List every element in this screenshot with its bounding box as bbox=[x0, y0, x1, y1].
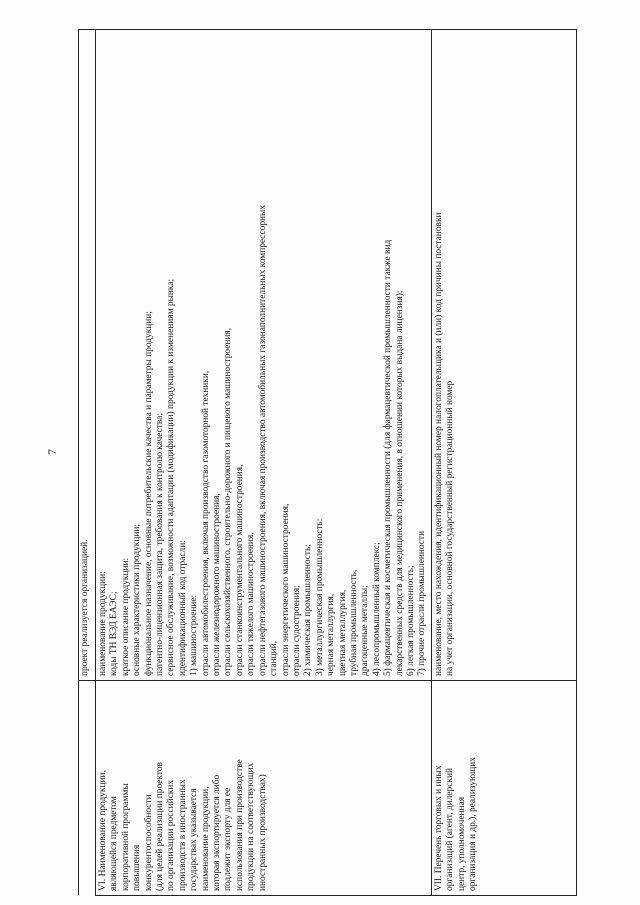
section-vi-content-line: драгоценные металлы; bbox=[360, 585, 371, 676]
section-vii-label-cell bbox=[431, 681, 576, 896]
section-vi-label-line: наименование продукции, bbox=[200, 786, 211, 891]
section-vi-content-line: 5) фармацевтическая и косметическая промышленности (для фармацевтической промышленности также вид bbox=[383, 239, 394, 676]
section-vi-content-line: коды ТН ВЭД ЕАЭС; bbox=[109, 591, 120, 676]
section-vi-content-line: основные характеристики продукции; bbox=[132, 524, 143, 676]
section-vi-label-line: VI. Наименование продукции, bbox=[98, 770, 108, 891]
section-vi-label-line: корпоративной программы bbox=[120, 783, 131, 891]
section-vi-content-line: идентификационный код отрасли: bbox=[177, 540, 188, 676]
section-vi-content-line: функциональное назначение, основные потребительские качества и параметры продукции; bbox=[143, 311, 154, 676]
section-vi-content-line: сервисное обслуживание, возможности адаптации (модификации) продукции к изменениям рынка; bbox=[166, 278, 177, 676]
section-vi-content-line: 7) прочие отрасли промышленности bbox=[417, 530, 428, 676]
top-left-cell bbox=[79, 681, 96, 896]
section-vii-content-cell bbox=[431, 30, 576, 681]
section-vi-label-line: государствах указывается bbox=[189, 788, 200, 891]
section-vi-label-line: (для целей реализации проектов bbox=[155, 762, 166, 891]
section-vi-content-line: отрасли железнодорожного машиностроения, bbox=[212, 493, 223, 676]
section-vi-content-line: 3) металлургическая промышленность: bbox=[314, 518, 325, 676]
section-vi-label-line: производств в иностранных bbox=[177, 779, 188, 891]
section-vi-content-line: 6) легкая промышленность; bbox=[405, 565, 416, 676]
section-vi-content-line: трубная промышленность, bbox=[348, 569, 359, 676]
section-vi-label-line: использования при производстве bbox=[234, 759, 245, 891]
section-vi-content-line: краткое описание продукции: bbox=[120, 557, 131, 676]
section-vii-label-line: VII. Перечень торговых и иных bbox=[433, 765, 444, 891]
section-vi-content-line: 2) химическая промышленность; bbox=[303, 544, 314, 676]
section-vi-content-line: отрасли нефтегазового машиностроения, включая производство автомобильных газонаполнительных компрессорных bbox=[257, 204, 268, 676]
section-vi-label-line: иностранных производствах) bbox=[257, 774, 268, 891]
section-vi-content-line: черная металлургия, bbox=[326, 593, 337, 676]
section-vi-content-line: отрасли судостроения; bbox=[291, 585, 302, 676]
section-vi-label-line: повышения bbox=[132, 844, 143, 891]
section-vi-content-line: цветная металлургия, bbox=[337, 589, 348, 676]
section-vi-label-line: конкурентоспособности bbox=[143, 794, 154, 891]
requirements-table bbox=[78, 29, 577, 896]
section-vii-label-line: организация и др.), реализующих bbox=[468, 757, 478, 891]
top-right-cell bbox=[79, 30, 96, 681]
section-vii-content-line: на учет организации, основной государственный регистрационный номер bbox=[445, 380, 456, 676]
table-row-section-vi bbox=[96, 30, 432, 896]
section-vi-content-line: лекарственных средств для медицинского применения, в отношении которых выдана лицензия); bbox=[394, 290, 405, 676]
section-vii-content-line: наименование, место нахождения, идентификационный номер налогоплательщика и (или) код причины постановки bbox=[433, 212, 444, 676]
section-vi-content-line: отрасли станкоинструментального машиностроения, bbox=[234, 464, 245, 676]
page-number: 7 bbox=[45, 449, 59, 455]
section-vi-content-line: 1) машиностроение: bbox=[189, 594, 200, 676]
section-vi-content-line: отрасли сельскохозяйственного, строительно-дорожного и пищевого машиностроения, bbox=[223, 327, 234, 676]
section-vi-label-line: которая экспортируется либо bbox=[212, 774, 223, 891]
section-vi-content-line: наименование продукции; bbox=[98, 571, 108, 676]
section-vi-content-line: отрасли автомобилестроения, включая производство газомоторной техники, bbox=[200, 370, 211, 676]
top-right-text: проект реализуется организацией. bbox=[80, 539, 90, 676]
section-vi-content-line: отрасли тяжелого машиностроения, bbox=[246, 532, 257, 676]
section-vi-content-line: отрасли энергетического машиностроения, bbox=[280, 503, 291, 676]
section-vii-label-line: центр, уполномоченная bbox=[456, 796, 467, 891]
section-vi-content-line: патентно-лицензионная защита, требования к контролю качества; bbox=[155, 413, 166, 676]
section-vi-label-line: продукции на соответствующих bbox=[246, 762, 257, 891]
section-vi-label-cell bbox=[96, 681, 432, 896]
section-vi-content-line: станций, bbox=[269, 641, 280, 676]
table-row-section-vii bbox=[431, 30, 576, 896]
section-vi-label-line: подлежит экспорту для ее bbox=[223, 787, 234, 891]
section-vi-label-line: по организации российских bbox=[166, 779, 177, 891]
table-row-top bbox=[79, 30, 96, 896]
section-vii-label-line: организаций (агент, дилерский bbox=[445, 768, 456, 891]
section-vi-content-line: 4) лесопромышленный комплекс; bbox=[371, 542, 382, 676]
section-vi-content-cell bbox=[96, 30, 432, 681]
section-vi-label-line: являющейся предметом bbox=[109, 796, 120, 891]
